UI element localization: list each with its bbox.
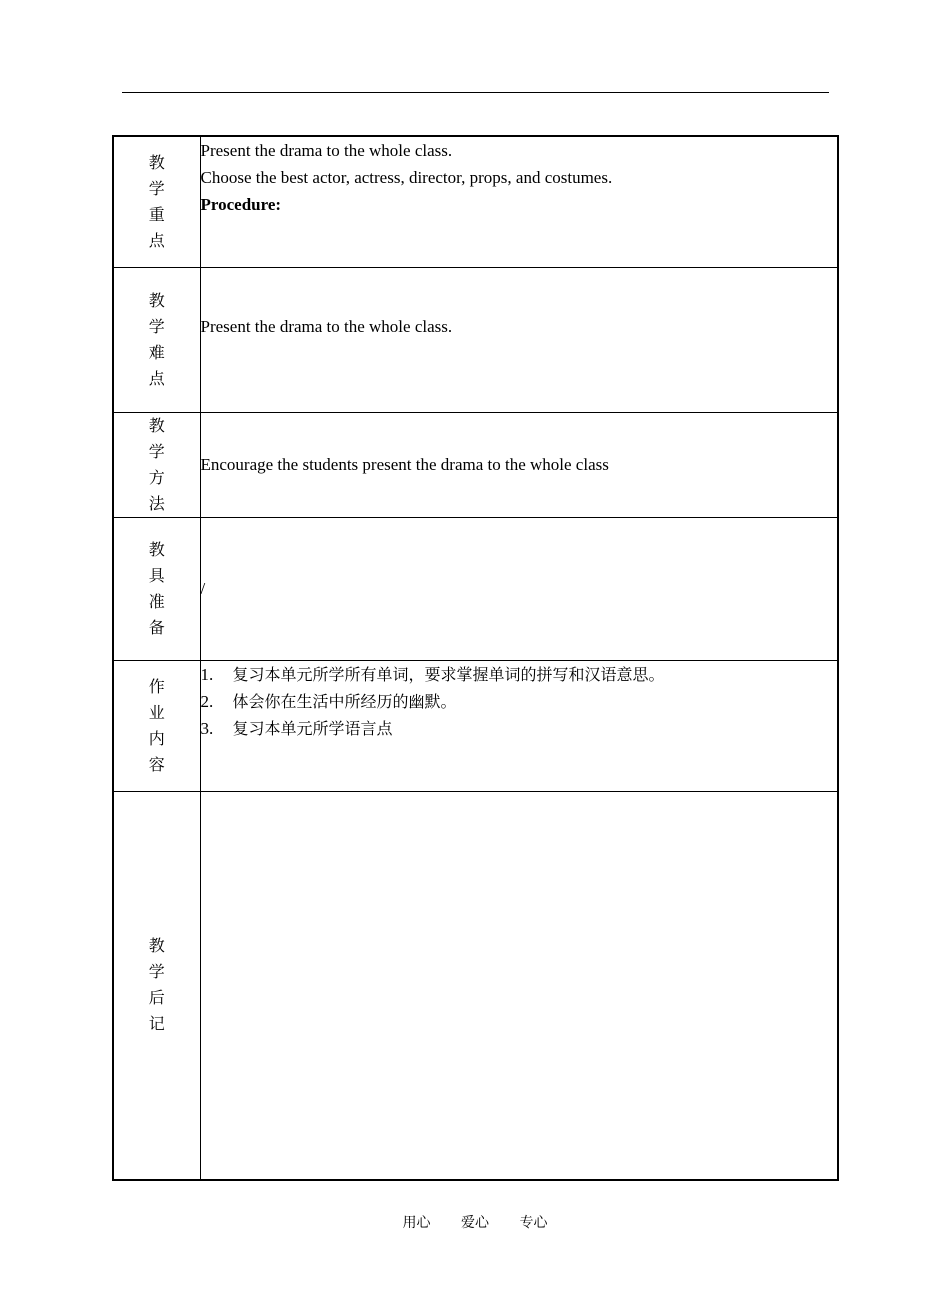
table-row-homework [113,660,838,791]
content-line: Choose the best actor, actress, director, props, and costumes. [200,168,613,187]
list-item: 1. 复习本单元所学所有单词，要求掌握单词的拼写和汉语意思。 [200,664,665,684]
homework-list [201,661,838,742]
procedure-heading: Procedure: [200,195,282,214]
row-content-key-points [200,136,838,267]
table-row-difficult-points [113,267,838,412]
footer-text: 用心 [402,1215,431,1231]
row-content-difficult-points [200,267,838,412]
content-line: Present the drama to the whole class. [200,316,453,336]
content-line: Encourage the students present the drama to the whole class [200,455,609,474]
row-label-difficult-points: 教学 难点 [113,267,200,412]
footer-text: 爱心 [461,1215,489,1231]
row-label-materials: 教具 准备 [113,517,200,660]
table-row-reflection [113,791,838,1180]
row-content-homework [200,660,838,791]
row-label-homework: 作业 内容 [113,660,200,791]
footer-text: 专心 [519,1215,548,1231]
row-content-method [200,412,838,517]
table-row-materials [113,517,838,660]
row-label-reflection: 教学 后记 [113,791,200,1180]
row-label-method: 教学 方法 [113,412,200,517]
row-content-reflection[interactable] [200,791,838,1180]
content-line: / [200,578,206,598]
row-label-key-points: 教学 重点 [113,136,200,267]
row-content-materials [200,517,838,660]
list-item: 3. 复习本单元所学语言点 [200,718,393,738]
table-row-method [113,412,838,517]
content-line: Present the drama to the whole class. [200,141,453,160]
header-rule [122,92,829,93]
table-row-key-points [113,136,838,267]
lesson-plan-table [112,135,839,1181]
page-footer [0,1212,950,1232]
list-item: 2. 体会你在生活中所经历的幽默。 [200,691,457,711]
